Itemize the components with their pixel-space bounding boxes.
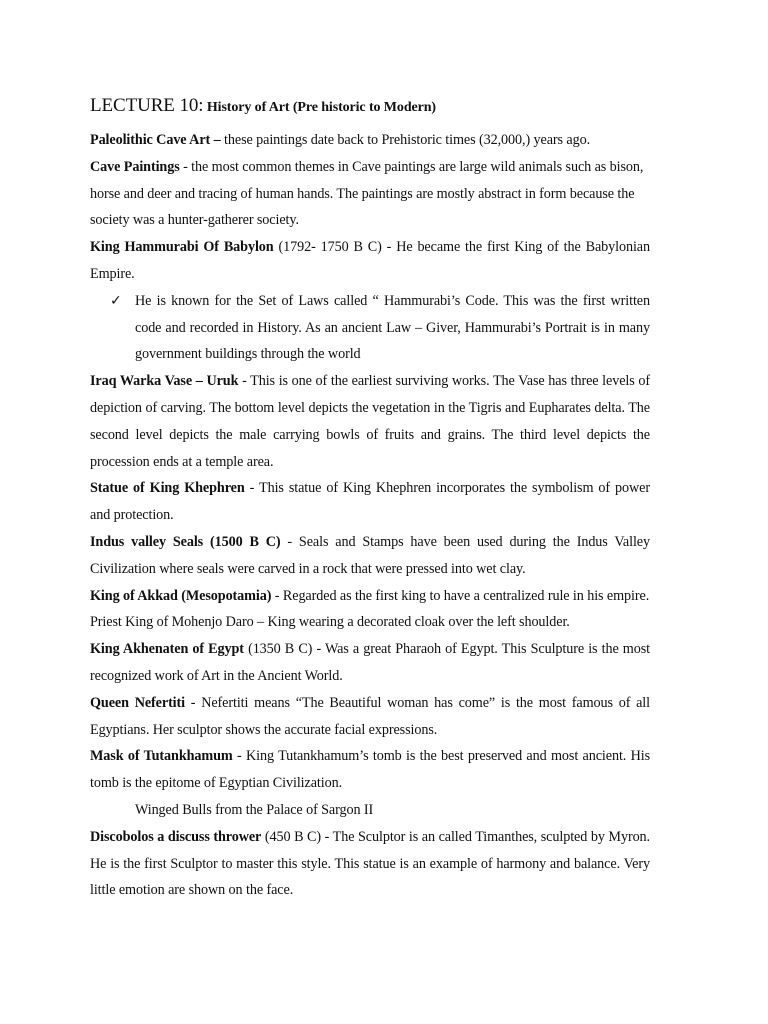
check-mark-icon: ✓ bbox=[110, 292, 122, 309]
term-description: (450 B C) - The Sculptor is an called Timanthes, sculpted by Myron. He is the first Sculptor to master this style. This statue is an example of harmony and balance. Very little emotion are shown on the face. bbox=[90, 828, 651, 899]
checklist-item-text: He is known for the Set of Laws called “ Hammurabi’s Code. This was the first written code and recorded in History. As an ancient Law – Giver, Hammurabi’s Portrait is in many government buildings through the world bbox=[135, 292, 650, 363]
term-heading: Paleolithic Cave Art – bbox=[90, 132, 221, 148]
lecture-number: LECTURE 10: bbox=[90, 95, 204, 116]
term-description: (1350 B C) - Was a great Pharaoh of Egypt. This Sculpture is the most recognized work of Art in the Ancient World. bbox=[90, 641, 650, 684]
term-description: Winged Bulls from the Palace of Sargon II bbox=[135, 801, 374, 818]
paragraph-queen-nefertiti bbox=[90, 690, 650, 744]
lecture-title bbox=[90, 92, 650, 122]
term-description: - This is one of the earliest surviving works. The Vase has three levels of depiction of carving. The bottom level depicts the vegetation in the Tigris and Eupharates delta. The second level depicts the male carrying bowls of fruits and grains. The third level depicts the procession ends at a temple area. bbox=[90, 373, 650, 470]
term-heading: King of Akkad (Mesopotamia) bbox=[90, 587, 272, 604]
term-heading: Discobolos a discuss thrower bbox=[90, 828, 262, 845]
term-description: - King Tutankhamum’s tomb is the best preserved and most ancient. His tomb is the epitome of Egyptian Civilization. bbox=[90, 748, 651, 792]
term-heading: King Akhenaten of Egypt bbox=[90, 641, 244, 658]
term-heading: Queen Nefertiti bbox=[90, 694, 185, 711]
term-heading: Mask of Tutankhamum bbox=[90, 748, 233, 765]
term-description: - the most common themes in Cave paintings are large wild animals such as bison, horse and deer and tracing of human hands. The paintings are mostly abstract in form because the society was a hunter-gatherer society. bbox=[90, 158, 644, 229]
paragraph-indus-valley-seals bbox=[90, 529, 650, 583]
term-heading: King Hammurabi Of Babylon bbox=[90, 239, 274, 256]
paragraph-paleolithic-cave-art bbox=[90, 127, 650, 154]
term-description: - Seals and Stamps have been used during the Indus Valley Civilization where seals were carved in a rock that were pressed into wet clay. bbox=[90, 533, 651, 577]
term-description: - Nefertiti means “The Beautiful woman has come” is the most famous of all Egyptians. Her sculptor shows the accurate facial expressions. bbox=[90, 694, 650, 738]
term-description: - This statue of King Khephren incorporates the symbolism of power and protection. bbox=[90, 480, 650, 524]
paragraph-priest-king bbox=[90, 609, 650, 636]
term-heading: Cave Paintings bbox=[90, 158, 180, 175]
paragraph-king-of-akkad bbox=[90, 583, 650, 610]
paragraph-discobolos bbox=[90, 824, 650, 904]
term-heading: Statue of King Khephren bbox=[90, 480, 245, 497]
lecture-subtitle: History of Art (Pre historic to Modern) bbox=[206, 100, 436, 115]
paragraph-iraq-warka-vase bbox=[90, 368, 650, 475]
term-heading: Iraq Warka Vase – Uruk bbox=[90, 373, 239, 390]
term-description: Priest King of Mohenjo Daro – King wearing a decorated cloak over the left shoulder. bbox=[90, 614, 570, 631]
paragraph-statue-king-khephren bbox=[90, 475, 650, 529]
checklist-item-hammurabi-code bbox=[90, 288, 650, 368]
paragraph-mask-of-tutankhamum bbox=[90, 743, 650, 797]
term-description: - Regarded as the first king to have a centralized rule in his empire. bbox=[271, 587, 650, 604]
paragraph-cave-paintings bbox=[90, 154, 650, 234]
term-description: (1792- 1750 B C) - He became the first King of the Babylonian Empire. bbox=[90, 239, 651, 282]
document-body bbox=[90, 92, 650, 904]
paragraph-king-hammurabi bbox=[90, 234, 650, 288]
paragraph-winged-bulls bbox=[90, 797, 650, 824]
term-heading: Indus valley Seals (1500 B C) bbox=[90, 533, 281, 550]
term-description: these paintings date back to Prehistoric times (32,000,) years ago. bbox=[220, 132, 591, 148]
paragraph-king-akhenaten bbox=[90, 636, 650, 690]
